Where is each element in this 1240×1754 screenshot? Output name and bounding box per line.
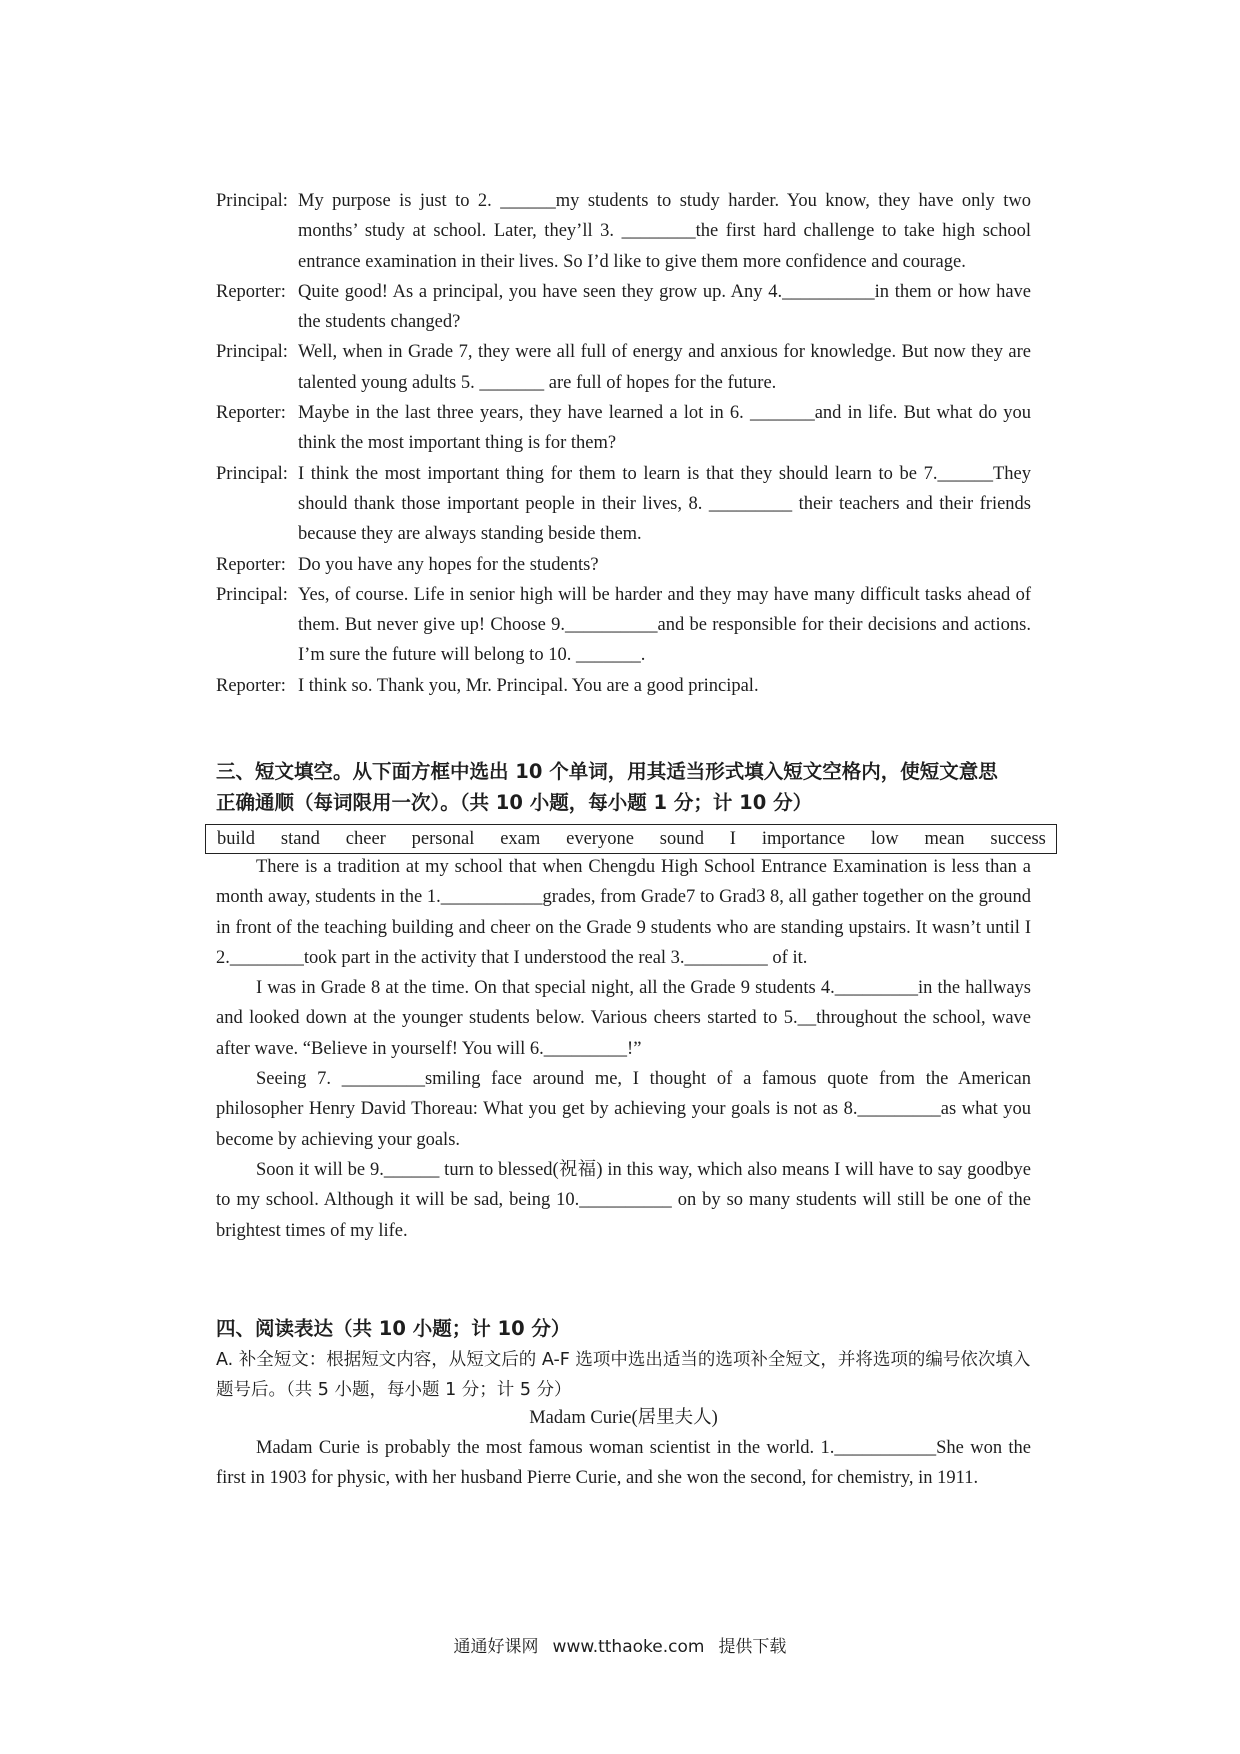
- section4-title: 四、阅读表达（共 10 小题；计 10 分）: [216, 1317, 571, 1340]
- word-option: success: [990, 828, 1046, 849]
- dialog-text: Well, when in Grade 7, they were all full of energy and anxious for knowledge. But now they are talented young adults 5. _______ are full of hopes for the future.: [298, 342, 1031, 393]
- speaker-label: Principal:: [216, 584, 288, 605]
- dialog-text: Quite good! As a principal, you have seen they grow up. Any 4.__________in them or how have the students changed?: [298, 281, 1031, 333]
- dialog-text: I think so. Thank you, Mr. Principal. You are a good principal.: [298, 675, 759, 696]
- word-option: personal: [411, 828, 475, 849]
- passage-paragraph: Madam Curie is probably the most famous woman scientist in the world. 1.___________She won the first in 1903 for physic, with her husband Pierre Curie, and she won the second, for chemistry, in 1911.: [216, 1438, 1031, 1489]
- word-option: I: [729, 828, 736, 849]
- interview-dialog: [216, 186, 1031, 701]
- speaker-label: Principal:: [216, 463, 288, 484]
- footer-site-name: 通通好课网: [453, 1637, 539, 1657]
- dialog-text: Maybe in the last three years, they have learned a lot in 6. _______and in life. But what do you think the most important thing is for them?: [298, 403, 1031, 454]
- dialog-text: Yes, of course. Life in senior high will be harder and they may have many difficult tasks ahead of them. But never give up! Choose 9.__________and be responsible for their decisions and actions. I’m sure the future will belong to 10. _______.: [298, 584, 1031, 666]
- footer-url[interactable]: www.tthaoke.com: [552, 1637, 705, 1657]
- passage-paragraph: Seeing 7. _________smiling face around me, I thought of a famous quote from the American philosopher Henry David Thoreau: What you get by achieving your goals is not as 8._________as what you become by achieving your goals.: [216, 1069, 1031, 1150]
- reading-passage: [216, 1433, 1031, 1494]
- speaker-label: Reporter:: [216, 675, 286, 696]
- dialog-text: My purpose is just to 2. ______my students to study harder. You know, they have only two months’ study at school. Later, they’ll 3. ________the first hard challenge to take high school entrance examination in their lives. So I’d like to give them more confidence and courage.: [298, 191, 1031, 272]
- word-option: everyone: [566, 828, 634, 849]
- word-option: stand: [280, 828, 320, 849]
- dialog-text: Do you have any hopes for the students?: [298, 554, 599, 575]
- word-option: build: [217, 828, 256, 849]
- word-option: low: [870, 828, 899, 849]
- speaker-label: Reporter:: [216, 403, 286, 424]
- passage-paragraph: There is a tradition at my school that when Chengdu High School Entrance Examination is less than a month away, students in the 1.___________grades, from Grade7 to Grad3 8, all gather together on the ground in front of the teaching building and cheer on the Grade 9 students who are standing upstairs. It wasn’t until I 2.________took part in the activity that I understood the real 3._________ of it.: [216, 857, 1031, 968]
- speaker-label: Principal:: [216, 342, 288, 363]
- footer-suffix: 提供下载: [718, 1637, 787, 1657]
- word-box: [205, 824, 1057, 854]
- section3-title-line1: 三、短文填空。从下面方框中选出 10 个单词，用其适当形式填入短文空格内，使短文意思: [216, 760, 998, 783]
- dialog-turn: [216, 186, 1031, 277]
- dialog-turn: [216, 459, 1031, 550]
- dialog-turn: [216, 277, 1031, 338]
- passage-paragraph: I was in Grade 8 at the time. On that special night, all the Grade 9 students 4._________in the hallways and looked down at the younger students below. Various cheers started to 5.__throughout the school, wave after wave. “Believe in yourself! You will 6._________!”: [216, 978, 1031, 1059]
- speaker-label: Reporter:: [216, 281, 286, 302]
- dialog-turn: [216, 580, 1031, 671]
- speaker-label: Principal:: [216, 191, 288, 211]
- speaker-label: Reporter:: [216, 554, 286, 575]
- word-option: sound: [659, 828, 704, 849]
- passage-paragraph: Soon it will be 9.______ turn to blessed(祝福) in this way, which also means I will have to say goodbye to my school. Although it will be sad, being 10.__________ on by so many students will still be one of the brightest times of my life.: [216, 1159, 1031, 1241]
- word-option: exam: [500, 828, 541, 849]
- word-option: cheer: [345, 828, 386, 849]
- section3-title-line2: 正确通顺（每词限用一次）。（共 10 小题，每小题 1 分；计 10 分）: [216, 791, 813, 814]
- section4-instruction: A. 补全短文：根据短文内容，从短文后的 A-F 选项中选出适当的选项补全短文，并将选项的编号依次填入题号后。（共 5 小题，每小题 1 分；计 5 分）: [216, 1350, 1031, 1400]
- footer: [0, 1632, 1240, 1657]
- dialog-turn: [216, 398, 1031, 459]
- cloze-passage: [216, 852, 1031, 1246]
- word-option: importance: [761, 828, 846, 849]
- dialog-turn: [216, 671, 1031, 701]
- dialog-turn: [216, 337, 1031, 398]
- dialog-turn: [216, 550, 1031, 580]
- passage-title: Madam Curie(居里夫人): [529, 1408, 718, 1428]
- dialog-text: I think the most important thing for them to learn is that they should learn to be 7.______They should thank those important people in their lives, 8. _________ their teachers and their friends because they are always standing beside them.: [298, 463, 1031, 545]
- word-option: mean: [924, 828, 965, 849]
